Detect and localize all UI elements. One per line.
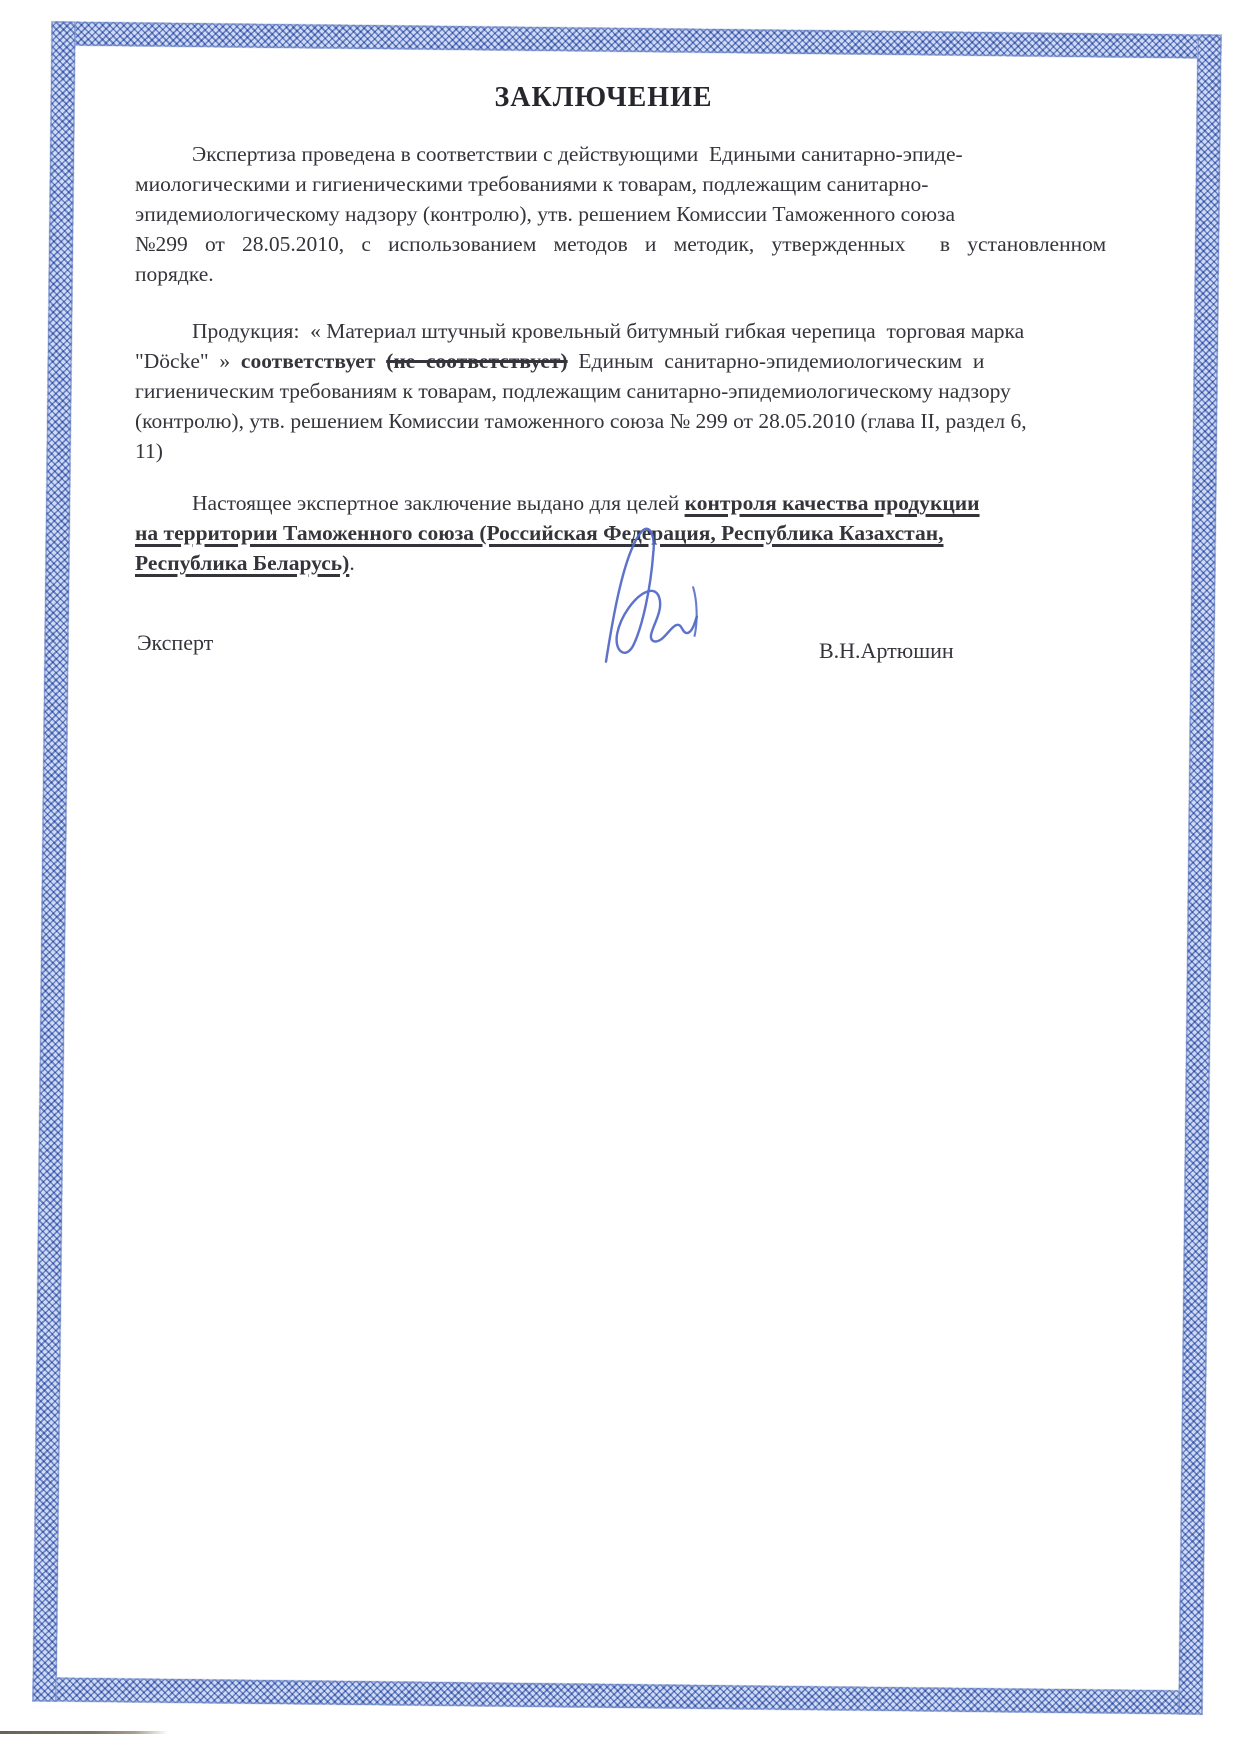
text-line: [135, 406, 1072, 436]
text-line: [135, 436, 1072, 466]
text-segment: гигиеническим требованиям к товарам, подлежащим санитарно-эпидемиологическому надзору: [135, 379, 1011, 403]
text-line: [135, 316, 1072, 346]
text-segment: №299 от 28.05.2010, с использованием методов и методик, утвержденных в установленном: [135, 232, 1107, 256]
text-segment: [375, 349, 386, 373]
text-segment: 11): [135, 439, 163, 463]
text-segment: "Döcke" »: [135, 349, 241, 373]
text-segment: Единым санитарно-эпидемиологическим и: [567, 349, 985, 373]
text-segment: эпидемиологическому надзору (контролю), утв. решением Комиссии Таможенного союза: [135, 202, 956, 226]
paragraph-product-conformity: [135, 316, 1072, 466]
text-line: [135, 376, 1072, 406]
border-band-right: [1178, 34, 1221, 1714]
text-line: [135, 488, 1072, 518]
text-segment: Продукция: « Материал штучный кровельный битумный гибкая черепица торговая марка: [192, 319, 1025, 343]
text-segment: миологическими и гигиеническими требованиями к товарам, подлежащим санитарно-: [135, 172, 929, 196]
text-segment: порядке.: [135, 262, 214, 286]
text-segment: соответствует: [240, 349, 376, 373]
expert-role-label: Эксперт: [137, 630, 214, 655]
text-segment: Республика Беларусь): [135, 551, 350, 575]
text-line: [135, 169, 1072, 199]
text-line: [135, 139, 1072, 169]
text-segment: на территории Таможенного союза (Российская Федерация, Республика Казахстан,: [135, 521, 944, 545]
expert-signature: [579, 519, 715, 673]
text-line: [135, 259, 1072, 289]
text-segment: Экспертиза проведена в соответствии с действующими Едиными санитарно-эпиде-: [192, 142, 963, 166]
text-segment: Настоящее экспертное заключение выдано для целей: [192, 491, 685, 515]
paragraph-expertise-basis: [135, 139, 1107, 289]
document-content: [135, 0, 1107, 1755]
text-segment: (контролю), утв. решением Комиссии таможенного союза № 299 от 28.05.2010 (глава II, раздел 6,: [135, 409, 1027, 433]
border-band-left: [33, 21, 76, 1701]
expert-name: В.Н.Артюшин: [819, 638, 954, 663]
text-line: [135, 346, 1072, 376]
document-title: ЗАКЛЮЧЕНИЕ: [494, 82, 713, 113]
text-segment: .: [349, 551, 355, 575]
text-segment: контроля качества продукции: [684, 491, 980, 515]
text-line: [135, 229, 1107, 259]
text-segment: (не соответствует): [386, 349, 568, 373]
text-line: [135, 199, 1072, 229]
